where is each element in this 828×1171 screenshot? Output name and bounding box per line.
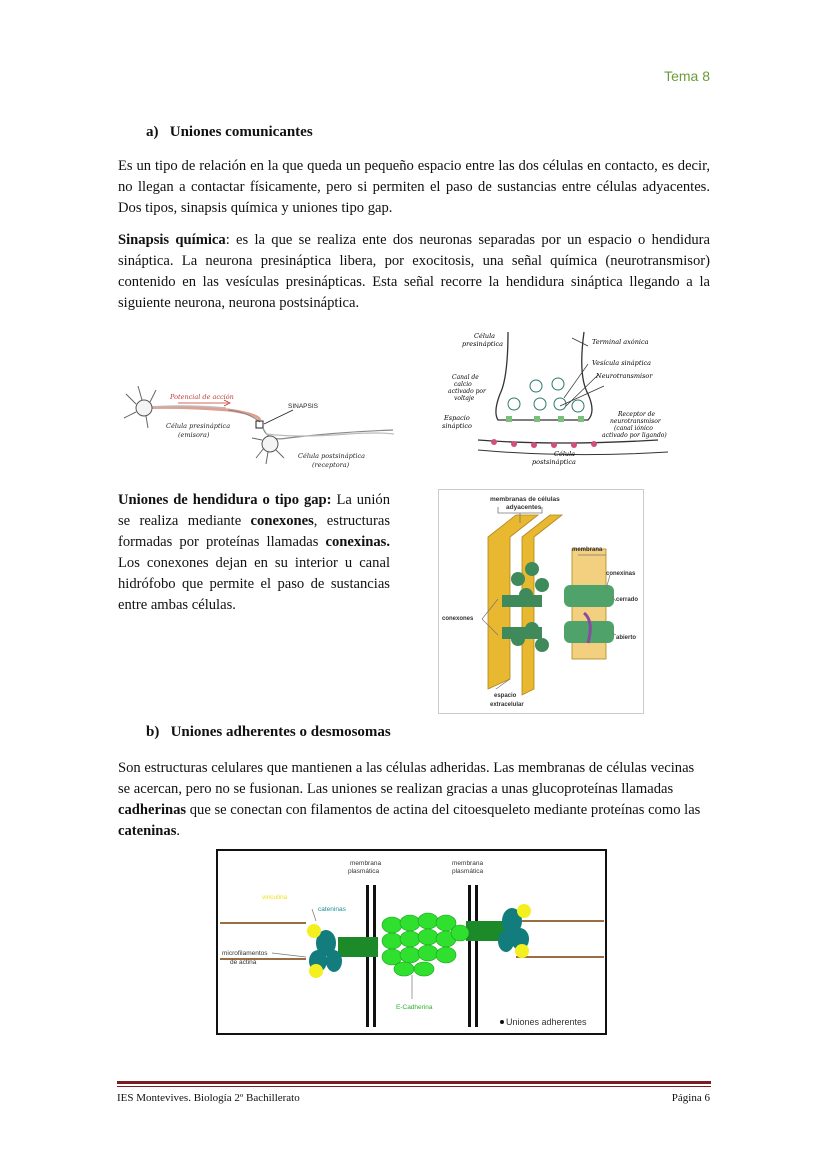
celula-post-label-1: Célula [554, 450, 576, 458]
membrana-2-label-b: plasmática [452, 868, 484, 875]
celula-post-label-2: postsináptica [532, 458, 576, 466]
cerrado-label: cerrado [616, 597, 639, 603]
abierto-label: abierto [616, 635, 637, 641]
conexones-term: conexones [250, 513, 314, 529]
microfilamentos-label-2: de actina [230, 959, 257, 966]
sinapsis-text: : es la que se realiza ente dos neuronas separadas por un espacio o hendidura sináptica. La neurona presináptica libera, por exocitosis, una señal química (neurotransmisor) contenido en las vesículas presinápticas. Esta señal recorre la hendidura sináptica llegando a la siguiente neurona, neurona postsináptica. [118, 232, 710, 311]
receptor-label-4: activado por ligando) [602, 432, 667, 439]
receptor-label-2: neurotransmisor [610, 418, 661, 425]
celula-pre-label-2: presináptica [462, 340, 503, 348]
membrana-2-label-a: membrana [452, 860, 484, 867]
sinapsis-paragraph [118, 230, 710, 314]
canal-label-2: calcio [454, 381, 472, 388]
page-header-tema: Tema 8 [664, 68, 710, 84]
synapse-figure [438, 328, 688, 470]
celula-pre-label-1: Célula [474, 332, 496, 340]
receptor-label-3: (canal iónico [614, 425, 653, 432]
canal-label-1: Canal de [452, 374, 479, 381]
footer-page-number: Página 6 [671, 1092, 710, 1104]
gap-junction-figure [438, 489, 644, 714]
terminal-label: Terminal axónica [592, 338, 649, 346]
membrana-1-label-b: plasmática [348, 868, 380, 875]
adherens-figure [216, 849, 607, 1035]
cateninas-label: cateninas [318, 906, 346, 913]
cadherinas-term: cadherinas [118, 802, 187, 818]
footer-rule-thin [117, 1086, 711, 1087]
section-b-text-1: Son estructuras celulares que mantienen a las células adheridas. Las membranas de células vecinas se acercan, pero no se fusionan. Las uniones se realizan gracias a unas glucoproteínas llamadas [118, 760, 695, 797]
vinculina-label: vinculina [262, 894, 288, 901]
section-b-heading: b) Uniones adherentes o desmosomas [146, 724, 391, 740]
pre-label-2: (emisora) [178, 431, 210, 439]
potencial-label: Potencial de acción [170, 393, 234, 401]
sinapsis-term: Sinapsis química [118, 232, 226, 248]
membrana-1-label-a: membrana [350, 860, 382, 867]
section-a-paragraph-1: Es un tipo de relación en la que queda un pequeño espacio entre las dos células en contacto, es decir, no llegan a contactar físicamente, pero si permiten el paso de sustancias entre células adyacentes. Dos tipos, sinapsis química y uniones tipo gap. [118, 158, 710, 216]
sinapsis-label: SINAPSIS [288, 403, 318, 410]
post-label-2: (receptora) [312, 461, 350, 469]
section-b-paragraph [118, 758, 710, 842]
receptor-label-1: Receptor de [618, 411, 656, 418]
espacio-label-1: Espacio [444, 414, 470, 422]
neuron-figure [118, 376, 398, 471]
section-b-text-3: . [176, 823, 181, 839]
gap-term: Uniones de hendidura o tipo gap: [118, 492, 332, 508]
microfilamentos-label-1: microfilamentos [222, 950, 268, 957]
conexinas-label: conexinas [606, 571, 636, 577]
espacio-ext-label-2: extracelular [490, 702, 524, 708]
pre-label-1: Célula presináptica [166, 422, 231, 430]
conexinas-term: conexinas. [325, 534, 390, 550]
neurotrans-label: Neurotransmisor [596, 372, 653, 380]
espacio-label-2: sináptico [442, 422, 472, 430]
footer-school: IES Montevives. Biología 2º Bachillerato [117, 1092, 300, 1104]
gap-text-2: , estructuras formadas por proteínas llamadas [118, 513, 390, 550]
footer-rule-thick [117, 1081, 711, 1084]
espacio-ext-label-1: espacio [494, 693, 517, 699]
membrana-label: membrana [572, 547, 603, 553]
canal-label-4: voltaje [454, 395, 475, 402]
section-a-heading: a) Uniones comunicantes [146, 124, 313, 140]
gap-paragraph [118, 490, 390, 616]
canal-label-3: activado por [448, 388, 486, 395]
gap-text-1: La unión se realiza mediante [118, 492, 390, 529]
conexones-label: conexones [442, 616, 474, 622]
vesicula-label: Vesícula sináptica [592, 359, 652, 367]
section-b-text-2: que se conectan con filamentos de actina del citoesqueleto mediante proteínas como las [186, 802, 701, 818]
gap-text-3: Los conexones dejan en su interior u canal hidrófobo que permite el paso de sustancias entre ambas células. [118, 555, 390, 613]
adherens-legend: Uniones adherentes [506, 1017, 587, 1027]
post-label-1: Célula postsináptica [298, 452, 365, 460]
ecadherina-label: E-Cadherina [396, 1004, 433, 1011]
membranas-label-1: membranas de células [490, 496, 560, 503]
cateninas-term: cateninas [118, 823, 177, 839]
membranas-label-2: adyacentes [506, 504, 542, 511]
